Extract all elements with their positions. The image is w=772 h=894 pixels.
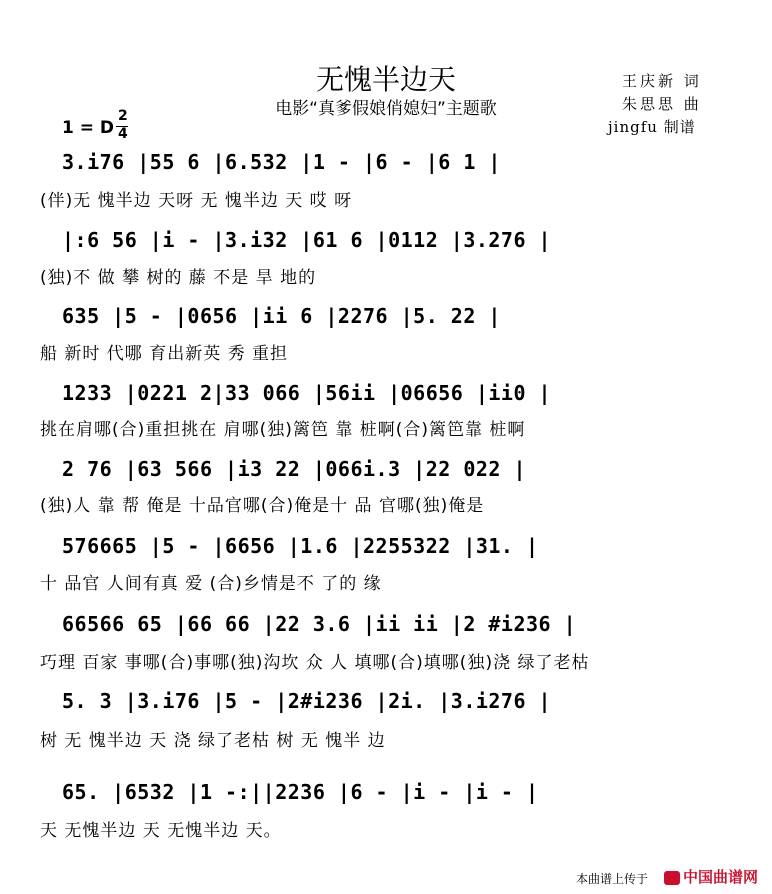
- lyricist-credit: 王庆新 词: [622, 72, 702, 90]
- notation-row-3: 635 |5 - |0656 |ii 6 |2276 |5. 22 |: [62, 304, 501, 328]
- transcriber-credit: jingfu 制谱: [608, 118, 696, 136]
- notation-row-4: 1233 |0221 2|33 066 |56ii |06656 |ii0 |: [62, 381, 552, 405]
- notation-row-7: 66566 65 |66 66 |22 3.6 |ii ii |2 #i236 |: [62, 612, 577, 636]
- song-title: 无愧半边天: [315, 63, 456, 96]
- notation-row-2: |:6 56 |i - |3.i32 |61 6 |0112 |3.276 |: [62, 228, 552, 252]
- lyrics-row-5: (独)人 靠 帮 俺是 十品官哪(合)俺是十 品 官哪(独)俺是: [40, 496, 485, 516]
- lyrics-row-7: 巧理 百家 事哪(合)事哪(独)沟坎 众 人 填哪(合)填哪(独)浇 绿了老枯: [40, 653, 590, 673]
- song-subtitle: 电影“真爹假娘俏媳妇”主题歌: [275, 99, 497, 119]
- composer-credit: 朱思思 曲: [622, 95, 702, 113]
- notation-row-1: 3.i76 |55 6 |6.532 |1 - |6 - |6 1 |: [62, 150, 501, 174]
- lyrics-row-2: (独)不 做 攀 树的 藤 不是 旱 地的: [40, 268, 317, 288]
- lyrics-row-8: 树 无 愧半边 天 浇 绿了老枯 树 无 愧半 边: [40, 731, 386, 751]
- notation-row-6: 576665 |5 - |6656 |1.6 |2255322 |31. |: [62, 534, 539, 558]
- notation-row-8: 5. 3 |3.i76 |5 - |2#i236 |2i. |3.i276 |: [62, 689, 552, 713]
- notation-row-5: 2 76 |63 566 |i3 22 |066i.3 |22 022 |: [62, 457, 527, 481]
- key-signature: 1 = D: [62, 118, 115, 138]
- time-signature-top: 2: [118, 108, 128, 124]
- site-name: 中国曲谱网: [683, 868, 759, 886]
- lyrics-row-1: (伴)无 愧半边 天呀 无 愧半边 天 哎 呀: [40, 191, 353, 211]
- lyrics-row-4: 挑在肩哪(合)重担挑在 肩哪(独)篱笆 靠 桩啊(合)篱笆靠 桩啊: [40, 420, 526, 440]
- lyrics-row-9: 天 无愧半边 天 无愧半边 天。: [40, 821, 282, 841]
- time-signature-bottom: 4: [118, 126, 128, 142]
- lyrics-row-3: 船 新时 代哪 育出新英 秀 重担: [40, 344, 289, 364]
- site-logo[interactable]: [664, 866, 758, 887]
- site-logo-icon: [664, 871, 680, 885]
- lyrics-row-6: 十 品官 人间有真 爱 (合)乡情是不 了的 缘: [40, 574, 382, 594]
- notation-row-9: 65. |6532 |1 -:||2236 |6 - |i - |i - |: [62, 780, 539, 804]
- upload-note: 本曲谱上传于: [576, 872, 649, 886]
